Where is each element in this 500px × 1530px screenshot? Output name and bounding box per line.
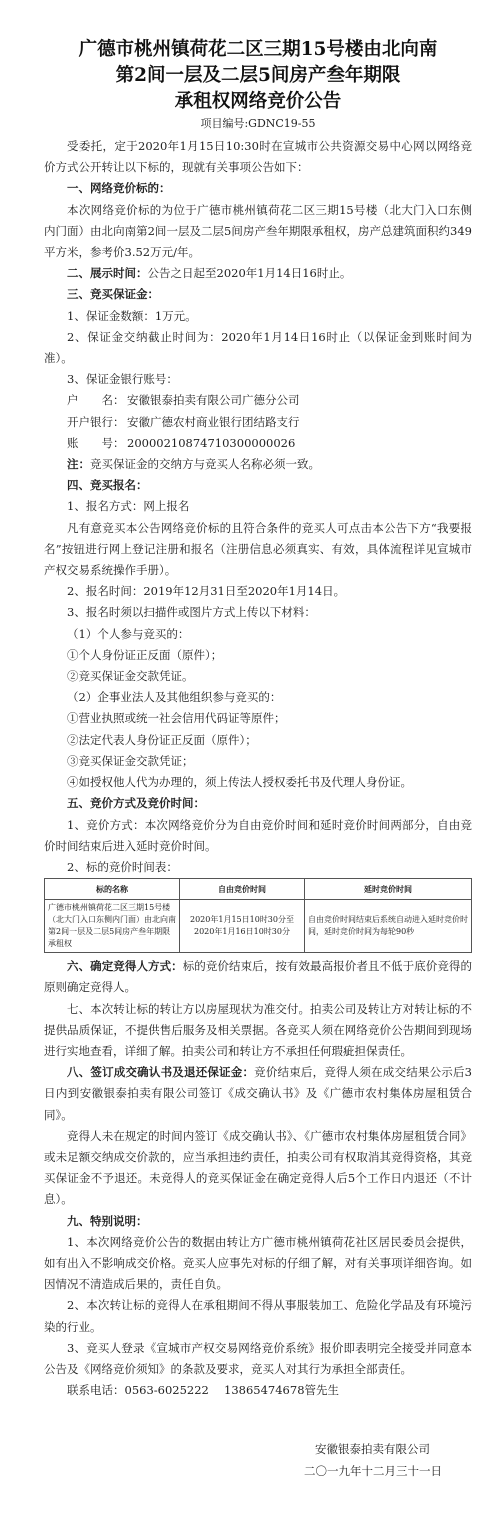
bidding-schedule-table xyxy=(44,878,472,953)
signature-block xyxy=(44,1439,472,1481)
individual-heading: （1）个人参与竞买的： xyxy=(67,626,190,641)
title-line-2: 第2间一层及二层5间房产叁年期限 xyxy=(115,65,401,86)
organization-heading: （2）企事业法人及其他组织参与竞买的： xyxy=(67,690,282,705)
contact-phone: 联系电话：0563-6025222 13865474678管先生 xyxy=(67,1383,340,1398)
bank-label: 开户银行： xyxy=(67,414,125,429)
section-2-text: 公告之日起至2020年1月14日16时止。 xyxy=(147,266,352,281)
section-2-heading: 二、展示时间： xyxy=(67,266,148,281)
table-row xyxy=(45,900,472,953)
deposit-amount: 1、保证金数额：1万元。 xyxy=(67,308,197,323)
section-2 xyxy=(44,263,472,284)
section-1-heading: 一、网络竞价标的： xyxy=(67,181,171,196)
registration-text: 凡有意竞买本公告网络竞价标的且符合条件的竞买人可点击本公告下方“我要报名”按钮进行网上登记注册和报名（注册信息必须真实、有效，具体流程详见宣城市产权交易系统操作手册）。 xyxy=(44,520,472,578)
section-4-heading: 四、竞买报名： xyxy=(67,478,148,493)
bank-label: 户 名： xyxy=(67,393,125,408)
bank-account-name xyxy=(44,390,472,411)
section-3-heading: 三、竞买保证金： xyxy=(67,287,159,302)
note-text: 竞买保证金的交纳方与竞买人名称必须一致。 xyxy=(90,457,320,472)
bidding-method: 1、竞价方式：本次网络竞价分为自由竞价时间和延时竞价时间两部分，自由竞价时间结束后进入延时竞价时间。 xyxy=(44,817,472,853)
registration-method: 1、报名方式：网上报名 xyxy=(67,499,190,514)
title-line-3: 承租权网络竞价公告 xyxy=(174,91,342,112)
table-cell: 2020年1月15日10时30分至2020年1月16日10时30分 xyxy=(180,900,305,953)
table-header: 延时竞价时间 xyxy=(305,879,472,900)
intro-paragraph: 受委托，定于2020年1月15日10:30时在宣城市公共资源交易中心网以网络竞价方式公开转让以下标的，现就有关事项公告如下： xyxy=(44,139,472,175)
special-note-1: 1、本次网络竞价公告的数据由转让方广德市桃州镇荷花社区居民委员会提供，如有出入不影响成交价格。竞买人应事先对标的仔细了解，对有关事项详细咨询。如因情况不清造成后果的，责任自负。 xyxy=(44,1234,472,1292)
table-header: 自由竞价时间 xyxy=(180,879,305,900)
section-5-heading: 五、竞价方式及竞价时间： xyxy=(67,796,205,811)
organization-item: ①营业执照或统一社会信用代码证等原件； xyxy=(67,711,286,726)
individual-item: ①个人身份证正反面（原件）； xyxy=(67,647,223,662)
bidding-schedule-label: 2、标的竞价时间表： xyxy=(67,859,178,874)
deposit-note xyxy=(44,454,472,475)
bank-value: 安徽广德农村商业银行团结路支行 xyxy=(127,414,300,429)
table-cell: 自由竞价时间结束后系统自动进入延时竞价时间，延时竞价时间为每轮90秒 xyxy=(305,900,472,953)
bank-name xyxy=(44,412,472,433)
bank-value: 安徽银泰拍卖有限公司广德分公司 xyxy=(127,393,300,408)
section-6-heading: 六、确定竞得人方式： xyxy=(67,959,183,974)
section-6 xyxy=(44,956,472,998)
bank-label: 账 号： xyxy=(67,435,125,450)
special-note-3: 3、竞买人登录《宣城市产权交易网络竞价系统》报价即表明完全接受并同意本公告及《网络竞价须知》的条款及要求，竞买人对其行为承担全部责任。 xyxy=(44,1340,472,1376)
registration-time: 2、报名时间：2019年12月31日至2020年1月14日。 xyxy=(67,584,346,599)
project-number: 项目编号:GDNC19-55 xyxy=(200,117,316,130)
section-1-text: 本次网络竞价标的为位于广德市桃州镇荷花二区三期15号楼（北大门入口东侧内门面）由北向南第2间一层及二层5间房产叁年期限承租权，房产总建筑面积约349平方米，参考价3.52万元/年。 xyxy=(44,202,472,260)
individual-item: ②竞买保证金交款凭证。 xyxy=(67,669,194,684)
organization-item: ④如授权他人代为办理的，须上传法人授权委托书及代理人身份证。 xyxy=(67,775,412,790)
deposit-deadline: 2、保证金交纳截止时间为：2020年1月14日16时止（以保证金到账时间为准）。 xyxy=(44,329,472,366)
section-8-heading: 八、签订成交确认书及退还保证金： xyxy=(67,1065,255,1080)
announcement-title xyxy=(44,38,472,114)
note-label: 注： xyxy=(67,457,90,472)
title-line-1: 广德市桃州镇荷花二区三期15号楼由北向南 xyxy=(78,39,438,60)
registration-materials: 3、报名时须以扫描件或图片方式上传以下材料： xyxy=(67,605,316,620)
bank-value: 20000210874710300000026 xyxy=(127,435,296,450)
organization-item: ②法定代表人身份证正反面（原件）； xyxy=(67,732,257,747)
section-7-text: 七、本次转让标的转让方以房屋现状为准交付。拍卖公司及转让方对转让标的不提供品质保证，不提供售后服务及相关票据。各竞买人须在网络竞价公告期间到现场进行实地查看，详细了解。拍卖公司和转让方不承担任何瑕疵担保责任。 xyxy=(44,1001,472,1058)
table-header-row xyxy=(45,879,472,900)
table-header: 标的名称 xyxy=(45,879,180,900)
signature-company: 安徽银泰拍卖有限公司 xyxy=(315,1442,430,1457)
bank-account-number xyxy=(44,433,472,454)
section-6-text: 标的竞价结束后，按有效最高报价者且不低于底价竞得的原则确定竞得人。 xyxy=(44,959,472,995)
section-8-text-2: 竞得人未在规定的时间内签订《成交确认书》、《广德市农村集体房屋租赁合同》或未足额交纳成交价款的，应当承担违约责任，拍卖公司有权取消其竞得资格，其竞买保证金不予退还。未竞得人的竞买保证金在确定竞得人后5个工作日内退还（不计息）。 xyxy=(44,1128,472,1207)
special-note-2: 2、本次转让标的竞得人在承租期间不得从事服装加工、危险化学品及有环境污染的行业。 xyxy=(44,1298,472,1334)
table-cell: 广德市桃州镇荷花二区三期15号楼（北大门入口东侧内门面）由北向南第2间一层及二层5间房产叁年期限承租权 xyxy=(45,900,180,953)
deposit-bank-heading: 3、保证金银行账号： xyxy=(67,372,178,387)
organization-item: ③竞买保证金交款凭证； xyxy=(67,753,194,768)
signature-date: 二〇一九年十二月三十一日 xyxy=(304,1463,442,1478)
section-8 xyxy=(44,1062,472,1126)
section-9-heading: 九、特别说明： xyxy=(67,1213,148,1228)
section-8-text: 竞价结束后，竞得人须在成交结果公示后3日内到安徽银泰拍卖有限公司签订《成交确认书》及《广德市农村集体房屋租赁合同》。 xyxy=(44,1065,472,1122)
